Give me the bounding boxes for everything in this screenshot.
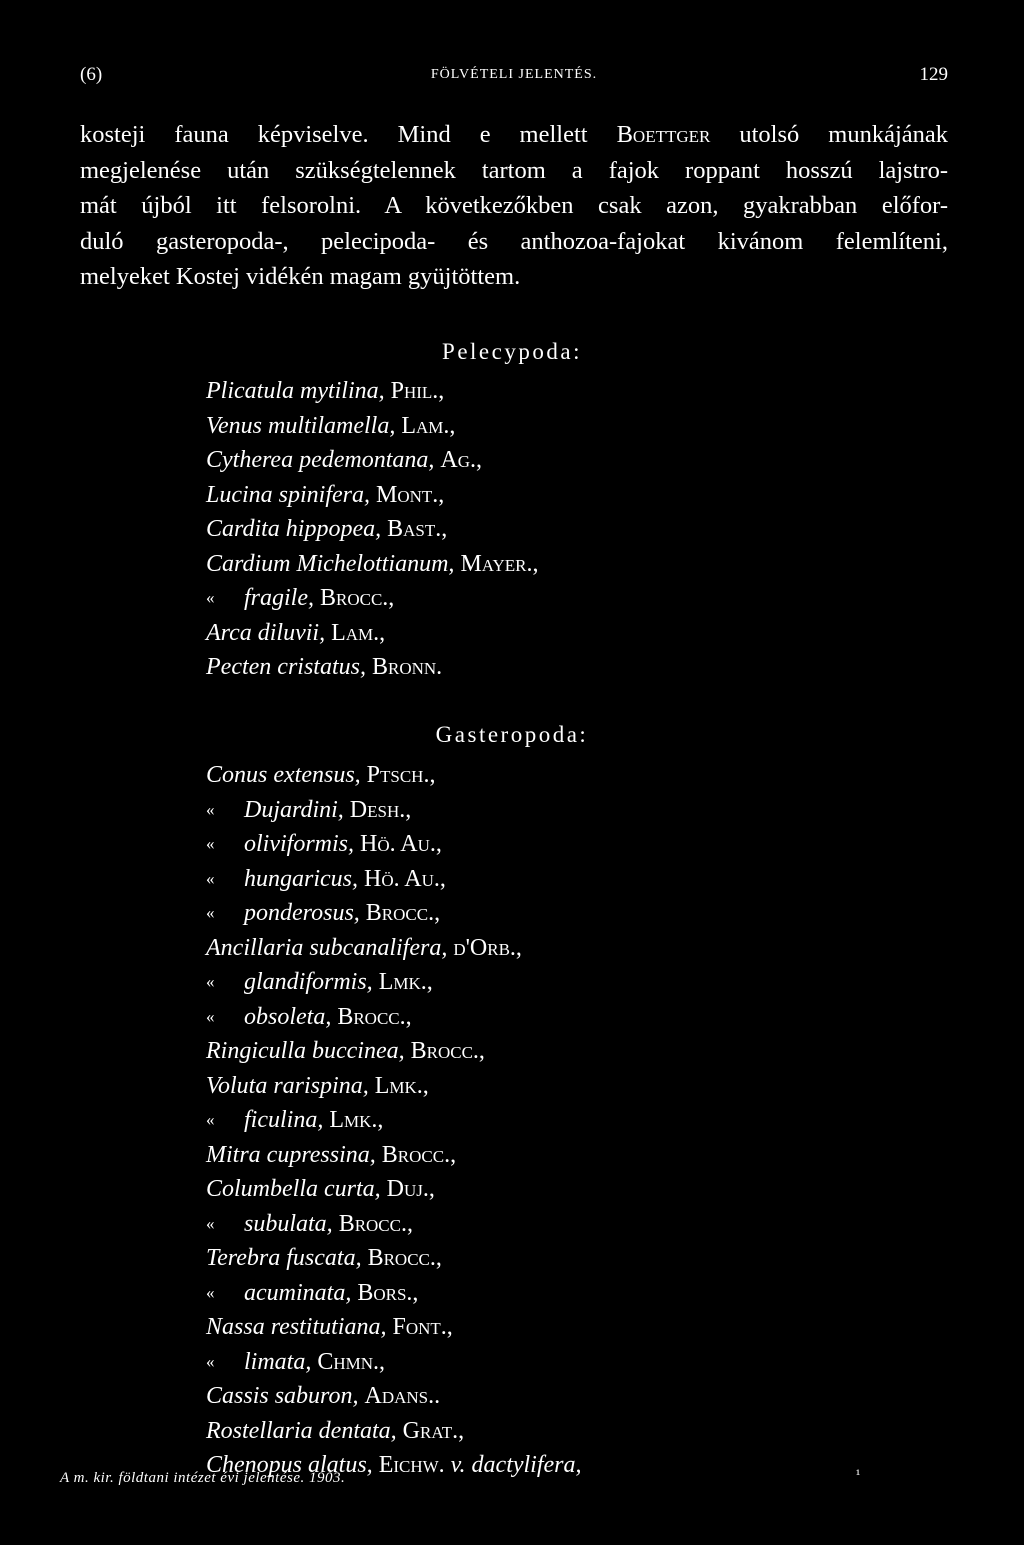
ditto-mark: « (206, 1282, 215, 1302)
species-entry (206, 1276, 582, 1311)
ditto-mark: « (206, 903, 215, 922)
species-name: Arca diluvii, (206, 619, 326, 646)
species-author: Hö. Au., (364, 865, 446, 892)
species-name: acuminata, (244, 1279, 352, 1306)
page-number-left: (6) (80, 64, 103, 85)
species-name: ponderosus, (244, 900, 360, 926)
footnote: A m. kir. földtani intézet évi jelentése. 1903. (60, 1470, 346, 1486)
species-author: Lmk., (374, 1072, 429, 1099)
species-author: Lam., (401, 412, 456, 439)
footnote-mark: ¹ (856, 1468, 861, 1483)
ditto-mark: « (206, 1006, 215, 1026)
species-author: Brocc., (367, 1245, 442, 1271)
page-header (80, 64, 948, 94)
species-variety: v. dactylifera, (444, 1452, 582, 1478)
species-entry (206, 1172, 582, 1207)
species-name: Venus multilamella, (206, 412, 396, 439)
species-name: Columbella curta, (206, 1176, 381, 1202)
species-author: Lmk., (329, 1107, 384, 1133)
paragraph-line (80, 153, 948, 189)
ditto-mark: « (206, 1351, 215, 1371)
species-name: Nassa restitutiana, (206, 1314, 387, 1340)
species-name: Ancillaria subcanalifera, (206, 934, 448, 961)
species-list-gasteropoda (206, 758, 582, 1483)
species-name: ficulina, (244, 1107, 324, 1133)
species-name: limata, (244, 1348, 312, 1375)
species-entry (206, 478, 539, 513)
species-entry (206, 1379, 582, 1414)
species-author: Brocc., (410, 1038, 485, 1064)
species-author: d'Orb., (453, 934, 522, 961)
species-author: Ptsch., (366, 762, 436, 788)
species-author: Brocc., (337, 1003, 412, 1030)
species-entry (206, 512, 539, 547)
species-author: Bast., (387, 516, 448, 542)
ditto-mark: « (206, 972, 215, 991)
paragraph-line (80, 188, 948, 224)
species-entry (206, 616, 539, 651)
species-entry (206, 1414, 582, 1449)
species-name: Voluta rarispina, (206, 1072, 369, 1099)
section-heading-pelecypoda: Pelecypoda: (442, 339, 582, 364)
ditto-mark: « (206, 868, 215, 888)
species-name: Cytherea pedemontana, (206, 447, 435, 473)
species-name: Rostellaria dentata, (206, 1417, 397, 1444)
species-entry (206, 758, 582, 793)
species-name: Chenopus alatus, (206, 1452, 373, 1478)
species-author: Hö. Au., (360, 831, 442, 857)
paragraph-line (80, 224, 948, 260)
species-name: Pecten cristatus, (206, 654, 366, 680)
species-author: Mayer., (460, 550, 539, 577)
species-entry (206, 1310, 582, 1345)
species-entry (206, 1207, 582, 1242)
species-entry (206, 1241, 582, 1276)
ditto-mark: « (206, 588, 215, 607)
species-entry (206, 931, 582, 966)
species-name: Ringiculla buccinea, (206, 1038, 405, 1064)
author-name: Boettger (616, 121, 711, 148)
intro-paragraph (80, 117, 948, 295)
species-name: oliviformis, (244, 831, 355, 857)
species-author: Lmk., (378, 969, 433, 995)
species-author: Font., (392, 1314, 453, 1340)
page-number-right: 129 (919, 64, 948, 85)
species-entry (206, 581, 539, 616)
species-author: Phil., (390, 378, 445, 404)
species-name: fragile, (244, 585, 314, 611)
ditto-mark: « (206, 834, 215, 853)
species-name: Conus extensus, (206, 762, 361, 788)
species-author: Brocc., (365, 900, 441, 926)
species-name: Terebra fuscata, (206, 1245, 362, 1271)
text-segment: melyeket Kostej vidékén magam gyüjtöttem. (80, 263, 521, 290)
species-author: Brocc., (320, 585, 395, 611)
species-author: Adans.. (364, 1383, 441, 1409)
species-name: obsoleta, (244, 1003, 332, 1030)
ditto-mark: « (206, 799, 215, 819)
species-author: Grat., (402, 1417, 465, 1444)
species-entry (206, 1103, 582, 1138)
section-heading-gasteropoda: Gasteropoda: (435, 722, 589, 747)
text-segment: megjelenése után szükségtelennek tartom a fajok roppant hosszú lajstro- (80, 156, 948, 184)
text-segment: utolsó munkájának (710, 121, 948, 148)
ditto-mark: « (206, 1110, 215, 1129)
species-entry (206, 793, 582, 828)
species-author: Chmn., (317, 1348, 386, 1375)
species-entry (206, 827, 582, 862)
species-entry (206, 374, 539, 409)
species-name: Cardium Michelottianum, (206, 550, 455, 577)
paragraph-line (80, 259, 948, 295)
text-segment: kosteji fauna képviselve. Mind e mellett (80, 121, 617, 148)
text-segment: mát újból itt felsorolni. A következőkben csak azon, gyakrabban előfor- (80, 192, 948, 219)
running-title: FÖLVÉTELI JELENTÉS. (430, 67, 598, 82)
species-author: Eichw. (378, 1452, 445, 1478)
species-entry (206, 896, 582, 931)
text-segment: duló gasteropoda-, pelecipoda- és anthozoa-fajokat kivánom felemlíteni, (80, 227, 948, 255)
species-name: Lucina spinifera, (206, 481, 371, 508)
species-entry (206, 1034, 582, 1069)
species-name: Cardita hippopea, (206, 516, 382, 542)
species-entry (206, 1345, 582, 1380)
species-author: Lam., (331, 619, 386, 646)
paragraph-line (80, 117, 948, 153)
species-name: Mitra cupressina, (206, 1141, 376, 1168)
species-entry (206, 1000, 582, 1035)
species-author: Ag., (440, 447, 482, 473)
species-author: Desh., (349, 796, 412, 823)
species-name: subulata, (244, 1210, 333, 1237)
species-entry (206, 443, 539, 478)
species-author: Brocc., (338, 1210, 413, 1237)
species-entry (206, 409, 539, 444)
species-entry (206, 547, 539, 582)
species-name: glandiformis, (244, 969, 373, 995)
species-author: Brocc., (381, 1141, 457, 1168)
species-author: Duj., (386, 1176, 435, 1202)
species-entry (206, 862, 582, 897)
species-author: Bronn. (371, 654, 443, 680)
species-list-pelecypoda (206, 374, 539, 685)
species-entry (206, 650, 539, 685)
species-name: Dujardini, (244, 796, 344, 823)
species-name: Plicatula mytilina, (206, 378, 385, 404)
species-name: Cassis saburon, (206, 1383, 359, 1409)
species-entry (206, 965, 582, 1000)
species-name: hungaricus, (244, 865, 358, 892)
species-author: Bors., (357, 1279, 419, 1306)
ditto-mark: « (206, 1213, 215, 1233)
species-author: Mont., (376, 481, 445, 508)
species-entry (206, 1138, 582, 1173)
species-entry (206, 1069, 582, 1104)
